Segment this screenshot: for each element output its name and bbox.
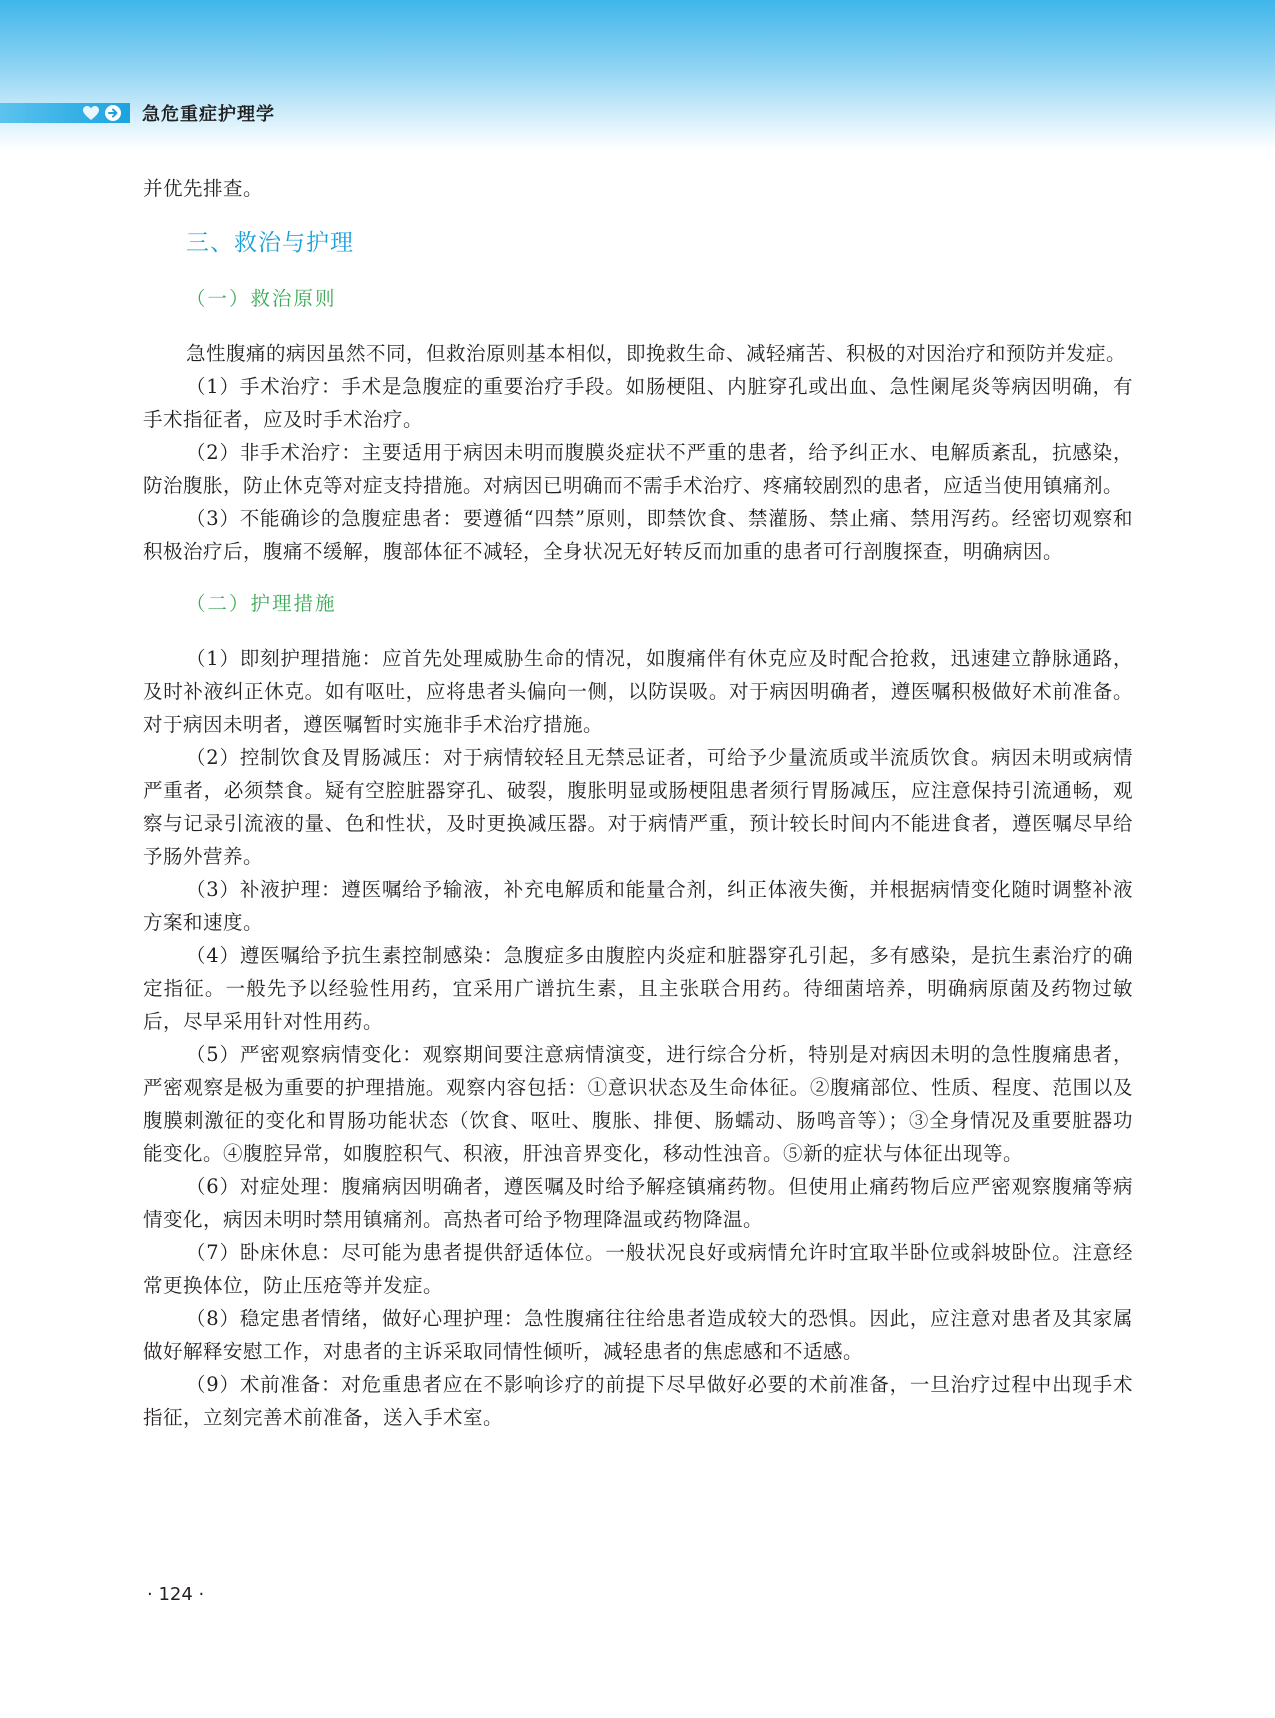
heart-icon — [82, 105, 100, 121]
paragraph: （2）控制饮食及胃肠减压：对于病情较轻且无禁忌证者，可给予少量流质或半流质饮食。病因未明或病情严重者，必须禁食。疑有空腔脏器穿孔、破裂，腹胀明显或肠梗阻患者须行胃肠减压，应注意保持引流通畅，观察与记录引流液的量、色和性状，及时更换减压器。对于病情严重，预计较长时间内不能进食者，遵医嘱尽早给予肠外营养。 — [143, 746, 1133, 868]
page-content — [143, 172, 1133, 1434]
paragraph: （5）严密观察病情变化：观察期间要注意病情演变，进行综合分析，特别是对病因未明的急性腹痛患者，严密观察是极为重要的护理措施。观察内容包括：①意识状态及生命体征。②腹痛部位、性质、程度、范围以及腹膜刺激征的变化和胃肠功能状态（饮食、呕吐、腹胀、排便、肠蠕动、肠鸣音等）；③全身情况及重要脏器功能变化。④腹腔异常，如腹腔积气、积液，肝浊音界变化，移动性浊音。⑤新的症状与体征出现等。 — [143, 1043, 1133, 1165]
subsection-title-nursing: （二）护理措施 — [186, 592, 337, 615]
running-header — [0, 103, 1275, 123]
paragraph: （4）遵医嘱给予抗生素控制感染：急腹症多由腹腔内炎症和脏器穿孔引起，多有感染，是抗生素治疗的确定指征。一般先予以经验性用药，宜采用广谱抗生素，且主张联合用药。待细菌培养，明确病原菌及药物过敏后，尽早采用针对性用药。 — [143, 944, 1133, 1033]
paragraph: （8）稳定患者情绪，做好心理护理：急性腹痛往往给患者造成较大的恐惧。因此，应注意对患者及其家属做好解释安慰工作，对患者的主诉采取同情性倾听，减轻患者的焦虑感和不适感。 — [143, 1307, 1133, 1363]
subsection-title-principles: （一）救治原则 — [186, 287, 337, 310]
paragraph: 急性腹痛的病因虽然不同，但救治原则基本相似，即挽救生命、减轻痛苦、积极的对因治疗和预防并发症。 — [186, 342, 1127, 365]
paragraph: （3）补液护理：遵医嘱给予输液，补充电解质和能量合剂，纠正体液失衡，并根据病情变化随时调整补液方案和速度。 — [143, 878, 1133, 934]
intro-tail-paragraph: 并优先排查。 — [143, 177, 264, 200]
header-tab — [0, 103, 130, 123]
book-title: 急危重症护理学 — [142, 104, 275, 125]
paragraph: （6）对症处理：腹痛病因明确者，遵医嘱及时给予解痉镇痛药物。但使用止痛药物后应严密观察腹痛等病情变化，病因未明时禁用镇痛剂。高热者可给予物理降温或药物降温。 — [143, 1175, 1133, 1231]
paragraph: （9）术前准备：对危重患者应在不影响诊疗的前提下尽早做好必要的术前准备，一旦治疗过程中出现手术指征，立刻完善术前准备，送入手术室。 — [143, 1373, 1133, 1429]
paragraph: （7）卧床休息：尽可能为患者提供舒适体位。一般状况良好或病情允许时宜取半卧位或斜坡卧位。注意经常更换体位，防止压疮等并发症。 — [143, 1241, 1133, 1297]
paragraph: （1）即刻护理措施：应首先处理威胁生命的情况，如腹痛伴有休克应及时配合抢救，迅速建立静脉通路，及时补液纠正休克。如有呕吐，应将患者头偏向一侧，以防误吸。对于病因明确者，遵医嘱积极做好术前准备。对于病因未明者，遵医嘱暂时实施非手术治疗措施。 — [143, 647, 1133, 736]
paragraph: （1）手术治疗：手术是急腹症的重要治疗手段。如肠梗阻、内脏穿孔或出血、急性阑尾炎等病因明确，有手术指征者，应及时手术治疗。 — [143, 375, 1133, 431]
page-number: · 124 · — [147, 1584, 205, 1605]
arrow-right-circle-icon — [104, 104, 122, 122]
header-background — [0, 0, 1275, 150]
paragraph: （3）不能确诊的急腹症患者：要遵循“四禁”原则，即禁饮食、禁灌肠、禁止痛、禁用泻药。经密切观察和积极治疗后，腹痛不缓解，腹部体征不减轻，全身状况无好转反而加重的患者可行剖腹探查，明确病因。 — [143, 507, 1133, 563]
paragraph: （2）非手术治疗：主要适用于病因未明而腹膜炎症状不严重的患者，给予纠正水、电解质紊乱，抗感染，防治腹胀，防止休克等对症支持措施。对病因已明确而不需手术治疗、疼痛较剧烈的患者，应适当使用镇痛剂。 — [143, 441, 1133, 497]
section-title: 三、救治与护理 — [186, 230, 354, 256]
